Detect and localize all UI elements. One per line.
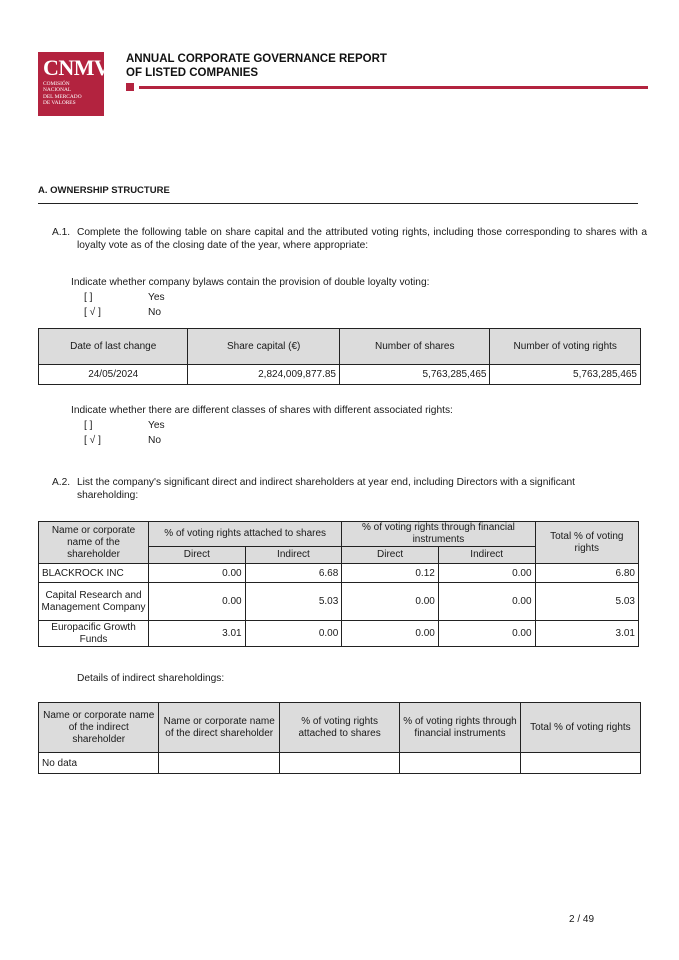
cell-voting-rights: 5,763,285,465 [490,365,641,385]
holder-value: 0.00 [342,583,439,621]
holder-total: 6.80 [535,564,638,583]
indirect-cell [279,753,399,774]
a2-number: A.2. [52,477,71,488]
col-share-capital: Share capital (€) [188,329,340,365]
table-row [39,564,639,583]
holder-value: 0.00 [342,621,439,647]
col-total-pct: Total % of voting rights [520,703,640,753]
section-divider [38,203,638,204]
col-attached: % of voting rights attached to shares [149,522,342,547]
holder-value: 0.00 [149,564,246,583]
a1-number: A.1. [52,227,71,238]
cell-date: 24/05/2024 [39,365,188,385]
col-financial-indirect: Indirect [438,547,535,564]
page-number: 2 / 49 [569,914,595,925]
holder-name: Capital Research and Management Company [39,583,149,621]
col-voting-rights: Number of voting rights [490,329,641,365]
table-row [39,753,641,774]
section-title: A. OWNERSHIP STRUCTURE [38,185,170,196]
col-indirect-holder: Name or corporate name of the indirect shareholder [39,703,159,753]
classes-question: Indicate whether there are different classes of shares with different associated rights: [71,405,453,416]
classes-yes-label: Yes [148,420,165,431]
holder-value: 0.00 [438,564,535,583]
indirect-cell [159,753,279,774]
table-row [39,621,639,647]
loyalty-question: Indicate whether company bylaws contain the provision of double loyalty voting: [71,277,430,288]
logo-text: COMISIÓN NACIONAL DEL MERCADO DE VALORES [43,81,82,106]
classes-no-mark: [ √ ] [84,435,101,446]
holder-value: 0.12 [342,564,439,583]
indirect-label: Details of indirect shareholdings: [77,673,225,684]
indirect-cell [400,753,520,774]
header-rule [139,86,648,89]
col-direct-holder: Name or corporate name of the direct shareholder [159,703,279,753]
holder-value: 0.00 [149,583,246,621]
col-financial: % of voting rights through financial instruments [342,522,535,547]
col-financial-pct: % of voting rights through financial instruments [400,703,520,753]
logo-abbr: CNMV [43,55,110,80]
col-total: Total % of voting rights [535,522,638,564]
loyalty-yes-mark: [ ] [84,292,93,303]
indirect-holdings-table [38,702,641,774]
indirect-cell [520,753,640,774]
share-capital-table [38,328,641,385]
holder-total: 3.01 [535,621,638,647]
classes-no-label: No [148,435,162,446]
indirect-cell: No data [39,753,159,774]
holder-total: 5.03 [535,583,638,621]
table-row [39,365,641,385]
classes-yes-mark: [ ] [84,420,93,431]
col-num-shares: Number of shares [339,329,489,365]
holder-value: 0.00 [438,583,535,621]
cell-share-capital: 2,824,009,877.85 [188,365,340,385]
cell-num-shares: 5,763,285,465 [339,365,489,385]
col-financial-direct: Direct [342,547,439,564]
holder-value: 0.00 [245,621,342,647]
holder-value: 6.68 [245,564,342,583]
table-row [39,583,639,621]
a1-text: Complete the following table on share capital and the attributed voting rights, including those corresponding to shares with a loyalty vote as of the closing date of the year, where appropriate: [77,227,647,251]
holder-value: 0.00 [438,621,535,647]
holder-value: 5.03 [245,583,342,621]
col-attached-direct: Direct [149,547,246,564]
col-holder-name: Name or corporate name of the shareholder [39,522,149,564]
col-date: Date of last change [39,329,188,365]
holder-name: Europacific Growth Funds [39,621,149,647]
header-square [126,83,134,91]
holder-name: BLACKROCK INC [39,564,149,583]
loyalty-yes-label: Yes [148,292,165,303]
col-attached-pct: % of voting rights attached to shares [279,703,399,753]
holder-value: 3.01 [149,621,246,647]
shareholders-table [38,521,639,647]
loyalty-no-label: No [148,307,162,318]
loyalty-no-mark: [ √ ] [84,307,101,318]
cnmv-logo [38,52,110,116]
a2-text: List the company's significant direct and indirect shareholders at year end, including Directors with a significant shareholding: [77,477,575,501]
col-attached-indirect: Indirect [245,547,342,564]
report-title: ANNUAL CORPORATE GOVERNANCE REPORT OF LISTED COMPANIES [126,53,387,79]
